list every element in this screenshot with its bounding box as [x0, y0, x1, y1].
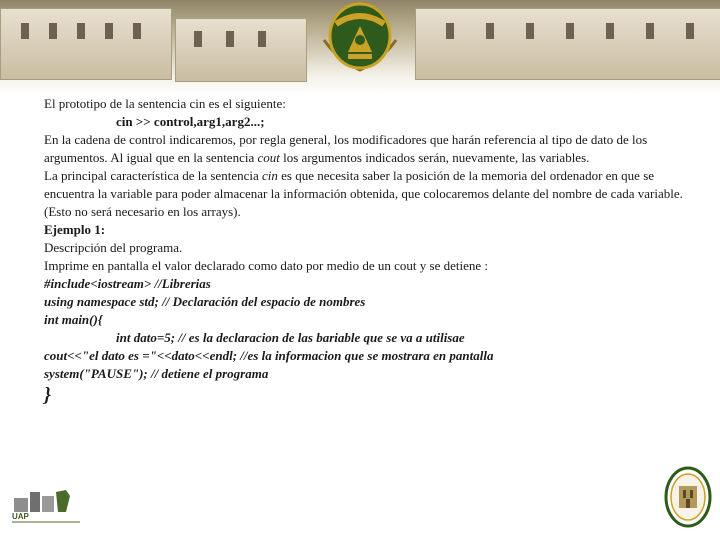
text-cin-prototype: cin >> control,arg1,arg2...; [116, 114, 265, 129]
code-line: int dato=5; // es la declaracion de las bariable que se va a utilisae [116, 330, 465, 345]
code-line: system("PAUSE"); // detiene el programa [44, 366, 269, 381]
uap-logo [10, 488, 82, 532]
code-line: int main(){ [44, 312, 103, 327]
building-center-left [175, 18, 307, 82]
text-prototype-intro: El prototipo de la sentencia cin es el siguiente: [44, 96, 286, 111]
code-line: using namespace std; // Declaración del espacio de nombres [44, 294, 366, 309]
footer-seal [664, 466, 712, 528]
code-closing-brace: } [44, 384, 51, 406]
building-right [415, 8, 720, 80]
uap-logo-text: UAP [12, 512, 29, 521]
building-left [0, 8, 172, 80]
text-cin-characteristic: La principal característica de la sentencia cin es que necesita saber la posición de la memoria del ordenador en que se encuentra la variable para poder almacenar la información obtenida, que colocaremos delante del nombre de cada variable. (Esto no será necesario en los arrays). [44, 168, 683, 219]
slide-body [44, 95, 704, 407]
heading-example-1: Ejemplo 1: [44, 222, 106, 237]
code-line: cout<<"el dato es ="<<dato<<endl; //es la informacion que se mostrara en pantalla [44, 348, 494, 363]
text-prints: Imprime en pantalla el valor declarado como dato por medio de un cout y se detiene : [44, 258, 489, 273]
code-line: #include<iostream> //Librerias [44, 276, 211, 291]
text-control-string: En la cadena de control indicaremos, por regla general, los modificadores que harán referencia al tipo de dato de los argumentos. Al igual que en la sentencia cout los argumentos indicados serán, nuevamente, las variables. [44, 132, 648, 165]
text-description: Descripción del programa. [44, 240, 183, 255]
university-seal [318, 0, 402, 78]
